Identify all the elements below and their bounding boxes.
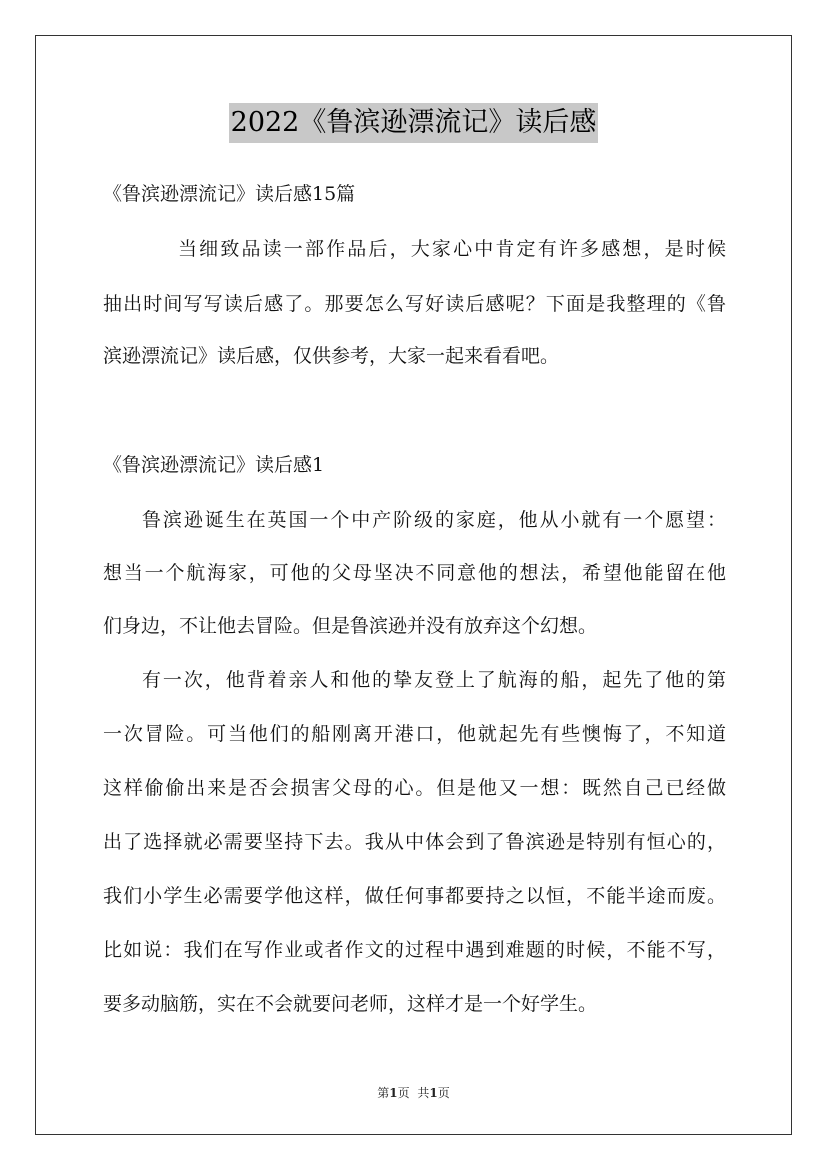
paragraph-line: 出了选择就必需要坚持下去。我从中体会到了鲁滨逊是特别有恒心的， (103, 831, 726, 853)
section-heading: 《鲁滨逊漂流记》读后感1 (103, 454, 325, 476)
paragraph-line: 们身边，不让他去冒险。但是鲁滨逊并没有放弃这个幻想。 (103, 615, 598, 637)
paragraph-line: 鲁滨逊诞生在英国一个中产阶级的家庭，他从小就有一个愿望： (142, 509, 726, 531)
total-prefix: 共 (417, 1086, 430, 1100)
page-number: 1 (389, 1086, 398, 1100)
paragraph-line: 比如说：我们在写作业或者作文的过程中遇到难题的时候，不能不写， (103, 939, 726, 961)
page-suffix: 页 (397, 1086, 410, 1100)
document-title: 2022《鲁滨逊漂流记》读后感 (229, 103, 599, 143)
total-pages: 1 (429, 1086, 438, 1100)
page-prefix: 第 (377, 1086, 390, 1100)
paragraph-line: 我们小学生必需要学他这样，做任何事都要持之以恒，不能半途而废。 (103, 885, 726, 907)
paragraph-line: 要多动脑筋，实在不会就要问老师，这样才是一个好学生。 (103, 993, 598, 1015)
total-suffix: 页 (437, 1086, 450, 1100)
paragraph-line: 有一次，他背着亲人和他的挚友登上了航海的船，起先了他的第 (142, 669, 726, 691)
intro-line: 当细致品读一部作品后，大家心中肯定有许多感想，是时候 (178, 238, 726, 260)
intro-line: 滨逊漂流记》读后感，仅供参考，大家一起来看看吧。 (103, 345, 560, 367)
paragraph-line: 这样偷偷出来是否会损害父母的心。但是他又一想：既然自己已经做 (103, 777, 726, 799)
subtitle: 《鲁滨逊漂流记》读后感15篇 (103, 183, 356, 205)
paragraph-line: 一次冒险。可当他们的船刚离开港口，他就起先有些懊悔了，不知道 (103, 723, 726, 745)
page-footer (0, 1084, 827, 1101)
title-container (0, 103, 827, 143)
intro-line: 抽出时间写写读后感了。那要怎么写好读后感呢？下面是我整理的《鲁 (103, 293, 726, 315)
paragraph-line: 想当一个航海家，可他的父母坚决不同意他的想法，希望他能留在他 (103, 562, 726, 584)
